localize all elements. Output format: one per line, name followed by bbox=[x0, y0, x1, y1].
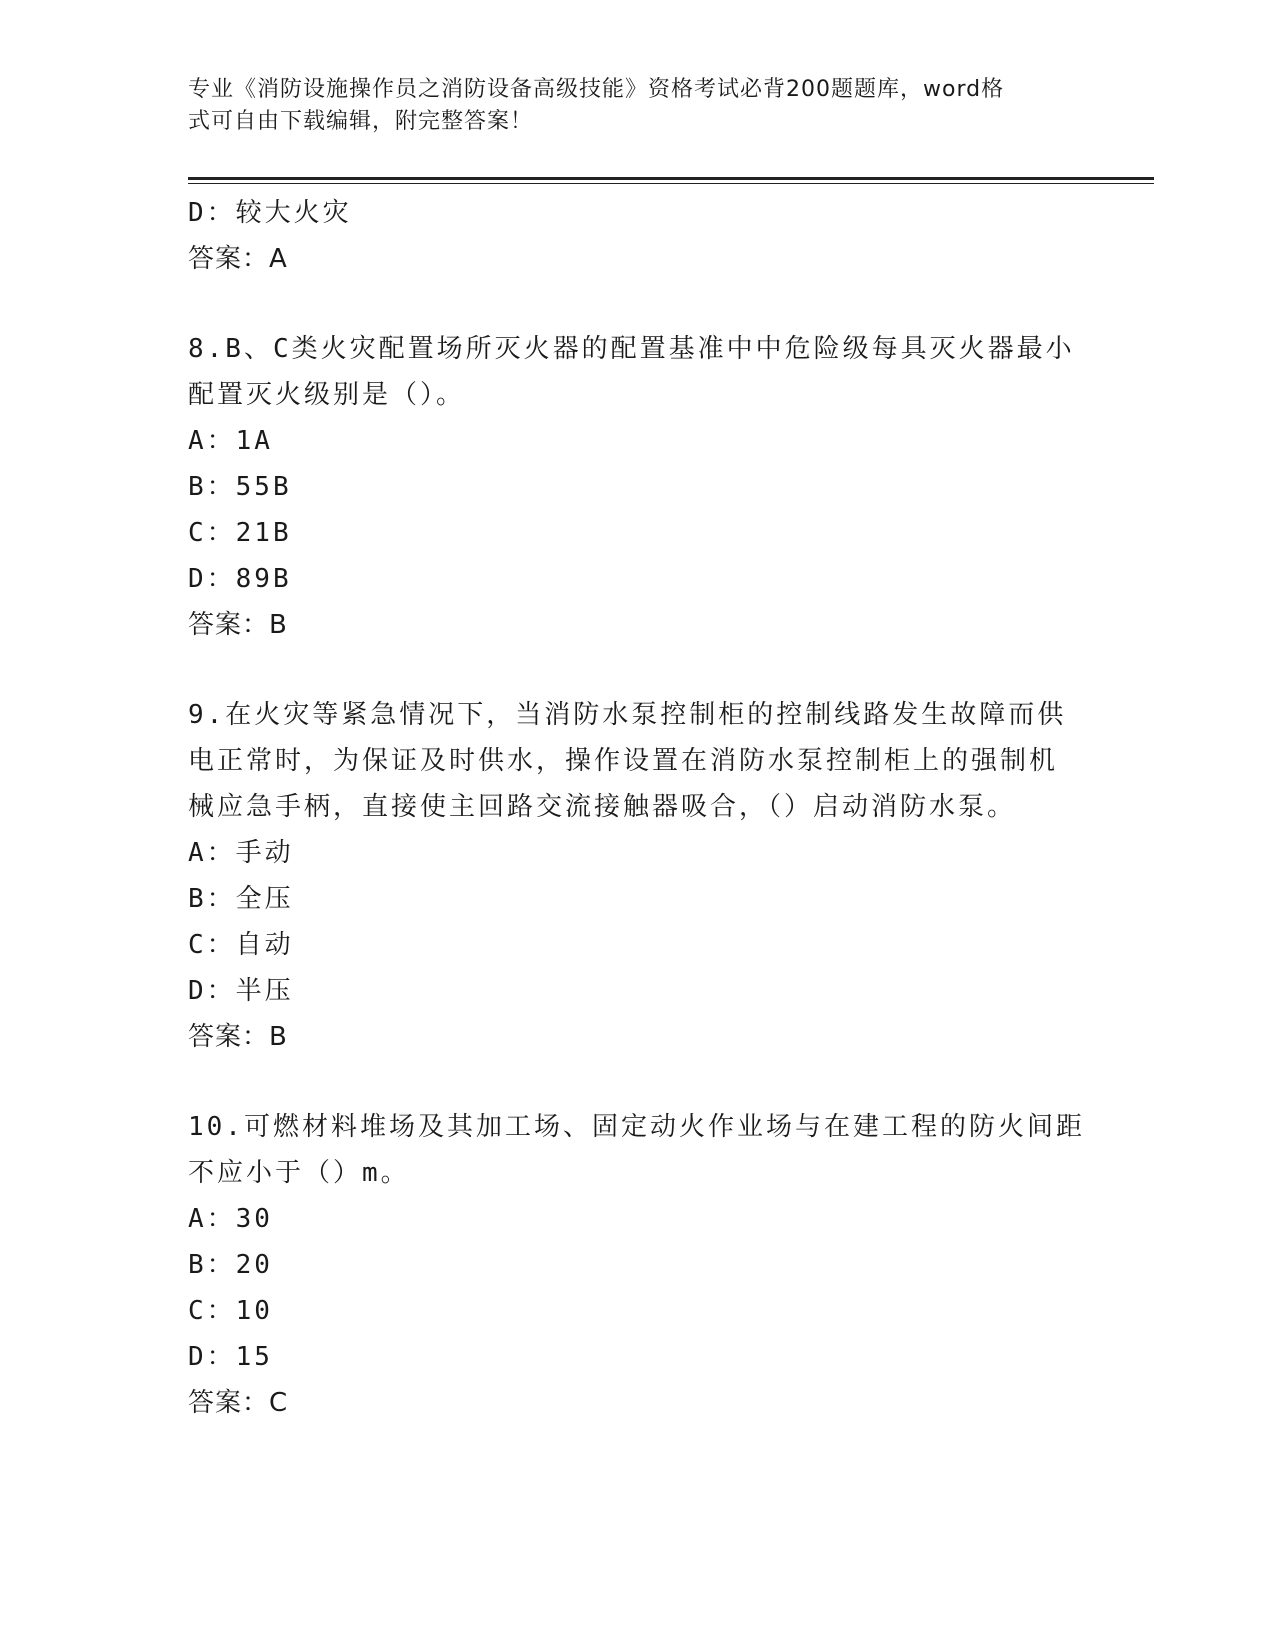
question-text-line: 10.可燃材料堆场及其加工场、固定动火作业场与在建工程的防火间距 bbox=[188, 1112, 1085, 1142]
question-7-continued bbox=[188, 190, 1088, 282]
header-divider-thin bbox=[188, 183, 1154, 184]
option-b: B：全压 bbox=[188, 884, 294, 914]
document-body bbox=[188, 190, 1088, 1426]
answer: 答案：C bbox=[188, 1388, 289, 1418]
document-header bbox=[188, 74, 1068, 138]
option-d: D：半压 bbox=[188, 976, 294, 1006]
spacer bbox=[188, 1060, 1088, 1104]
spacer bbox=[188, 282, 1088, 326]
option-d: D：15 bbox=[188, 1342, 273, 1372]
header-title-line-2: 式可自由下载编辑，附完整答案！ bbox=[188, 109, 534, 134]
question-text-line: 械应急手柄，直接使主回路交流接触器吸合，（）启动消防水泵。 bbox=[188, 792, 1017, 822]
option-d: D：89B bbox=[188, 564, 292, 594]
question-text-line: 8.B、C类火灾配置场所灭火器的配置基准中中危险级每具灭火器最小 bbox=[188, 334, 1075, 364]
option-b: B：55B bbox=[188, 472, 292, 502]
question-10 bbox=[188, 1104, 1088, 1426]
question-text-line: 9.在火灾等紧急情况下，当消防水泵控制柜的控制线路发生故障而供 bbox=[188, 700, 1067, 730]
answer: 答案：A bbox=[188, 244, 288, 274]
spacer bbox=[188, 648, 1088, 692]
question-8 bbox=[188, 326, 1088, 648]
option-c: C：21B bbox=[188, 518, 292, 548]
answer: 答案：B bbox=[188, 1022, 288, 1052]
answer: 答案：B bbox=[188, 610, 288, 640]
option-a: A：手动 bbox=[188, 838, 294, 868]
option-a: A：1A bbox=[188, 426, 273, 456]
option-d: D：较大火灾 bbox=[188, 198, 352, 228]
option-c: C：10 bbox=[188, 1296, 273, 1326]
header-title-line-1: 专业《消防设施操作员之消防设备高级技能》资格考试必背200题题库，word格 bbox=[188, 77, 1005, 102]
question-text-line: 不应小于（）m。 bbox=[188, 1158, 410, 1188]
option-a: A：30 bbox=[188, 1204, 273, 1234]
question-9 bbox=[188, 692, 1088, 1060]
question-text-line: 配置灭火级别是（）。 bbox=[188, 380, 466, 410]
question-text-line: 电正常时，为保证及时供水，操作设置在消防水泵控制柜上的强制机 bbox=[188, 746, 1059, 776]
header-divider-thick bbox=[188, 177, 1154, 180]
option-c: C：自动 bbox=[188, 930, 294, 960]
option-b: B：20 bbox=[188, 1250, 273, 1280]
